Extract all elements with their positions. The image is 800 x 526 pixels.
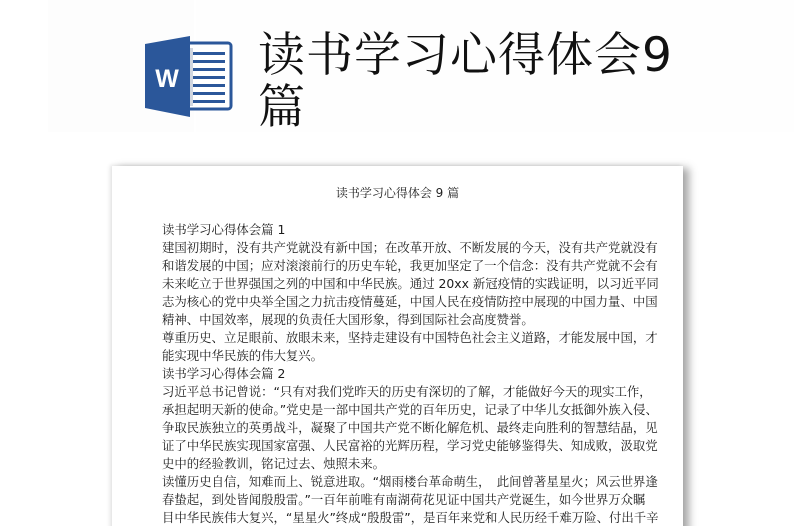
paragraph-line: 习近平总书记曾说：“只有对我们党昨天的历史有深切的了解，才能做好今天的现实工作， (162, 384, 652, 399)
document-body (162, 221, 659, 526)
svg-text:W: W (155, 65, 179, 93)
paragraph-line: 尊重历史、立足眼前、放眼未来，坚持走建设有中国特色社会主义道路，才能发展中国，才 (162, 330, 658, 345)
document-page (112, 166, 683, 526)
paragraph-line: 承担起明天新的使命。”党史是一部中国共产党的百年历史，记录了中华儿女抵御外族入侵、 (162, 402, 658, 417)
paragraph-line: 史中的经验教训，铭记过去、烛照未来。 (162, 456, 386, 471)
paragraph-line: 精神、中国效率，展现的负责任大国形象，得到国际社会高度赞誉。 (162, 312, 534, 327)
paragraph-line: 建国初期时，没有共产党就没有新中国；在改革开放、不断发展的今天，没有共产党就没有 (162, 240, 658, 255)
paragraph-line: 春蛰起，到处皆闻殷殷雷。”一百年前唯有南湖荷花见证中国共产党诞生，如今世界万众瞩 (162, 492, 646, 507)
paragraph-line: 未来屹立于世界强国之列的中国和中华民族。通过 20xx 新冠疫情的实践证明，以习近平同 (162, 276, 659, 291)
paragraph-line: 能实现中华民族的伟大复兴。 (162, 348, 324, 363)
paragraph-line: 志为核心的党中央举全国之力抗击疫情蔓延，中国人民在疫情防控中展现的中国力量、中国 (162, 294, 658, 309)
document-title: 读书学习心得体会 9 篇 (335, 186, 460, 200)
paragraph-line: 目中华民族伟大复兴，“星星火”终成“殷殷雷”，是百年来党和人民历经千难万险、付出千辛 (162, 510, 659, 525)
paragraph-line: 争取民族独立的英勇战斗，凝聚了中国共产党不断化解危机、最终走向胜利的智慧结晶，见 (162, 420, 658, 435)
section-heading: 读书学习心得体会篇 2 (162, 366, 286, 381)
paragraph-line: 读懂历史自信，知难而上、锐意进取。“烟雨楼台革命萌生， 此间曾著星星火；风云世界逢 (162, 474, 658, 489)
cover-title: 读书学习心得体会9篇 (258, 28, 673, 135)
paragraph-line: 和谐发展的中国；应对滚滚前行的历史车轮，我更加坚定了一个信念：没有共产党就不会有 (162, 258, 658, 273)
paragraph-line: 证了中华民族实现国家富强、人民富裕的光辉历程，学习党史能够鉴得失、知成败，汲取党 (162, 438, 658, 453)
section-heading: 读书学习心得体会篇 1 (162, 222, 286, 237)
word-icon (143, 34, 235, 118)
